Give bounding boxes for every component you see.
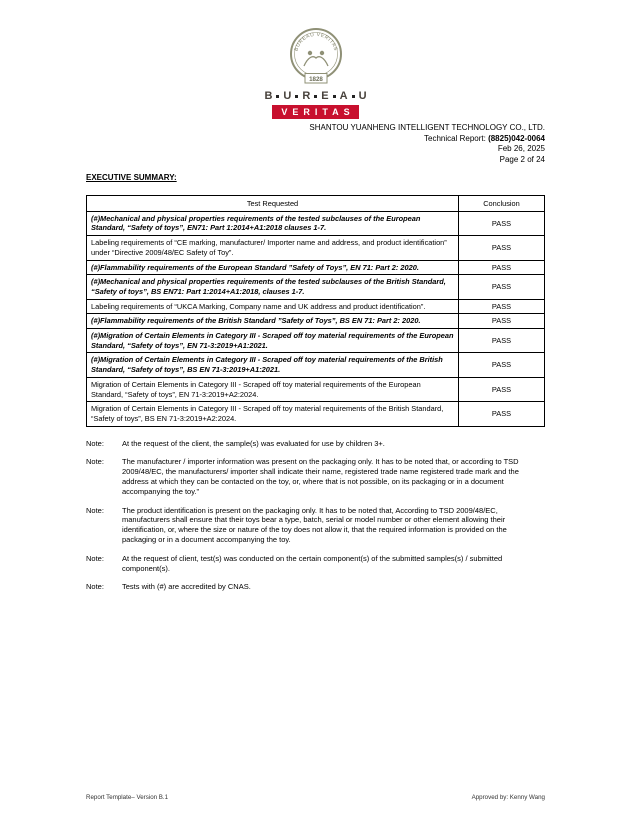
note-text: At the request of client, test(s) was conducted on the certain component(s) of the submitted samples(s) / submitted component(s). <box>122 553 503 573</box>
emblem-figure-left <box>307 51 311 55</box>
note-text: The manufacturer / importer information was present on the packaging only. It has to be noted that, or according to TSD 2009/48/EC, the manufacturers/ importer shall indicate their name, registered trade name registered trade mark and the address at which they can be contacted on the toy, or, where that is not possible, on its packaging or in a document accompanying the toy.” <box>122 457 519 496</box>
test-requested-cell: Migration of Certain Elements in Category III - Scraped off toy material requirements of the European Standard, “Safety of toys”, EN 71-3:2019+A2:2024. <box>87 377 459 401</box>
footer-approved-by: Approved by: Kenny Wang <box>471 794 545 801</box>
test-requested-cell: Labeling requirements of “UKCA Marking, Company name and UK address and product identification”. <box>87 299 459 314</box>
table-row <box>87 377 545 401</box>
table-row <box>87 314 545 329</box>
report-number-line <box>0 134 545 145</box>
table-header-row <box>87 196 545 212</box>
note-text: At the request of the client, the sample(s) was evaluated for use by children 3+. <box>122 438 385 448</box>
emblem-arc-text: BUREAU VERITAS <box>292 31 339 52</box>
table-row <box>87 236 545 260</box>
emblem-year: 1828 <box>308 76 323 83</box>
conclusion-cell: PASS <box>459 314 545 329</box>
test-requested-cell: Migration of Certain Elements in Category III - Scraped off toy material requirements of the British Standard, “Safety of toys”, BS EN 71-3:2019+A2:2024. <box>87 402 459 426</box>
conclusion-cell: PASS <box>459 402 545 426</box>
table-row <box>87 275 545 299</box>
conclusion-cell: PASS <box>459 329 545 353</box>
report-number-label: Technical Report: <box>424 133 489 143</box>
table-row <box>87 402 545 426</box>
summary-table <box>86 195 545 427</box>
test-requested-cell: (#)Mechanical and physical properties requirements of the tested subclauses of the European Standard, “Safety of toys”, EN71: Part 1:2014+A1:2018 clauses 1-7. <box>87 211 459 235</box>
conclusion-cell: PASS <box>459 211 545 235</box>
report-body <box>86 173 545 592</box>
table-row <box>87 353 545 377</box>
test-requested-cell: (#)Flammability requirements of the European Standard ”Safety of Toys”, EN 71: Part 2: 2020. <box>87 260 459 275</box>
test-requested-cell: (#)Migration of Certain Elements in Category III - Scraped off toy material requirements of the British Standard, “Safety of toys”, BS EN 71-3:2019+A1:2021. <box>87 353 459 377</box>
note-label: Note: <box>86 438 104 448</box>
test-requested-cell: (#)Migration of Certain Elements in Category III - Scraped off toy material requirements of the European Standard, “Safety of toys”, EN 71-3:2019+A1:2021. <box>87 329 459 353</box>
note-label: Note: <box>86 582 104 592</box>
table-row <box>87 211 545 235</box>
table-row <box>87 260 545 275</box>
company-name: SHANTOU YUANHENG INTELLIGENT TECHNOLOGY CO., LTD. <box>309 123 545 132</box>
report-date: Feb 26, 2025 <box>497 144 545 153</box>
table-row <box>87 299 545 314</box>
conclusion-cell: PASS <box>459 275 545 299</box>
bureau-veritas-logo <box>0 0 631 120</box>
note <box>86 457 545 496</box>
note <box>86 554 545 574</box>
test-requested-cell: (#)Flammability requirements of the British Standard ”Safety of Toys”, BS EN 71: Part 2: 2020. <box>87 314 459 329</box>
test-requested-cell: Labeling requirements of “CE marking, manufacturer/ Importer name and address, and product identification” under “Directive 2009/48/EC Safety of Toy”. <box>87 236 459 260</box>
note <box>86 439 545 449</box>
conclusion-cell: PASS <box>459 353 545 377</box>
note-label: Note: <box>86 505 104 515</box>
footer-template-version: Report Template– Version B.1 <box>86 794 169 801</box>
emblem-figures <box>304 57 328 66</box>
note-text: The product identification is present on the packaging only. It has to be noted that, According to TSD 2009/48/EC, manufacturers shall ensure that their toys bear a type, batch, serial or model number or other element allowing their identification, or, where the size or nature of the toy does not allow it, that the required information is provided on the packaging or in a document accompanying the toy. <box>122 505 507 545</box>
section-title: EXECUTIVE SUMMARY: <box>86 173 177 182</box>
conclusion-cell: PASS <box>459 299 545 314</box>
note <box>86 506 545 545</box>
test-requested-cell: (#)Mechanical and physical properties requirements of the tested subclauses of the British Standard, “Safety of toys”, BS EN71: Part 1:2014+A1:2018, clauses 1-7. <box>87 275 459 299</box>
column-header-conclusion: Conclusion <box>459 196 545 212</box>
page-footer <box>86 794 545 801</box>
note-label: Note: <box>86 553 104 563</box>
report-number: (8825)042-0064 <box>488 133 545 143</box>
brand-bureau-wordmark: B U R E A U <box>264 90 367 102</box>
conclusion-cell: PASS <box>459 377 545 401</box>
bv-emblem-icon <box>285 24 347 88</box>
table-row <box>87 329 545 353</box>
notes-section <box>86 439 545 593</box>
conclusion-cell: PASS <box>459 260 545 275</box>
conclusion-cell: PASS <box>459 236 545 260</box>
emblem-figure-right <box>319 51 323 55</box>
note-label: Note: <box>86 457 104 467</box>
report-header-info <box>0 123 545 165</box>
brand-veritas-bar: VERITAS <box>272 105 358 119</box>
page-indicator: Page 2 of 24 <box>499 154 545 164</box>
column-header-test-requested: Test Requested <box>87 196 459 212</box>
note-text: Tests with (#) are accredited by CNAS. <box>122 582 251 592</box>
note <box>86 582 545 592</box>
